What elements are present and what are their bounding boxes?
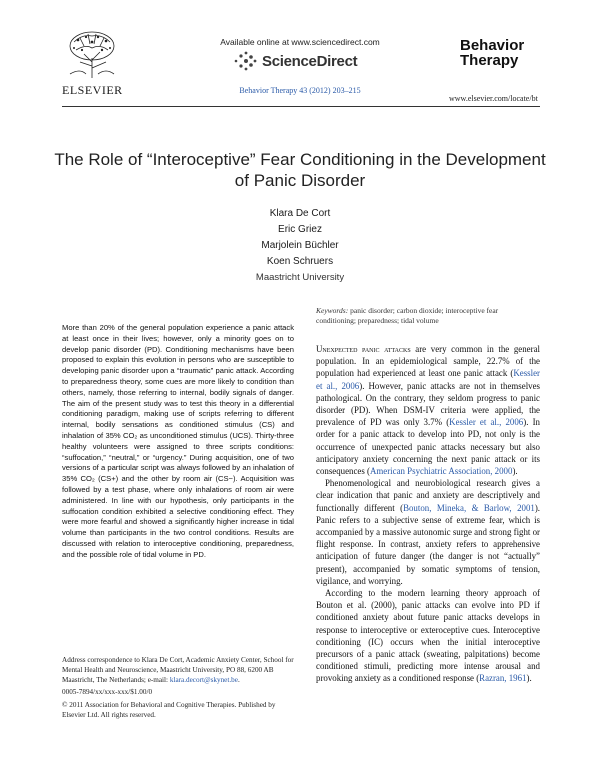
citation-link[interactable]: Kessler et al., 2006: [449, 417, 524, 428]
abstract: More than 20% of the general population experience a panic attack at least once in their lives; however, only a minority goes on to develop panic disorder (PD). Conditioning mechanisms have been proposed to explain this evolution in persons who are susceptible to developing panic disorder upon a “traumatic” panic attack. According to preparedness theory, some cues are more likely to condition than others, namely, those referring to internal, bodily signals of danger. The aim of the present study was to test this theory in a differential conditioning paradigm, making use of scripts referring to different internal, bodily sensations as conditioned stimulus (CS) and inhalation of 35% CO₂ as unconditioned stimulus (UCS). Thirty-three healthy volunteers were assigned to three scripts conditions: “suffocation,” “neutral,” or “urgency.” During acquisition, one of two versions of a particular script was always followed by an inhalation of 35% CO₂ (CS+) and the other by room air (CS−). Acquisition was followed by a test phase, where only inhalations of room air were administered. In line with our hypothesis, only participants in the suffocation condition exhibited a selective conditioning effect. They were more fearful and showed a significantly higher increase in tidal volume than participants in the two control conditions. Results are discussed with relation to interoceptive conditioning, preparedness, and the possible role of tidal volume in PD.: [62, 323, 294, 559]
available-online-line: Available online at www.sciencedirect.com: [220, 37, 380, 47]
journal-url[interactable]: www.elsevier.com/locate/bt: [449, 94, 538, 103]
citation-link[interactable]: Razran, 1961: [479, 673, 527, 684]
keywords-label: Keywords:: [316, 306, 349, 315]
text-run: ).: [526, 673, 532, 684]
issn-line: 0005-7894/xx/xxx-xxx/$1.00/0: [62, 688, 153, 697]
text-run: ). Panic refers to a subjective sense of extreme fear, which is accompanied by a massive autonomic surge and strong fight or flight response. In contrast, anxiety refers to apprehensive anticipation of future danger (the danger is not “actually” present), accompanied by somatic symptoms of tension, vigilance, and worrying.: [316, 502, 541, 586]
body-text: [316, 343, 540, 685]
text-run: ).: [512, 466, 518, 477]
citation-link[interactable]: Bouton, Mineka, & Barlow, 2001: [403, 502, 535, 513]
journal-citation-link[interactable]: Behavior Therapy 43 (2012) 203–215: [239, 86, 361, 95]
article-title: The Role of “Interoceptive” Fear Conditioning in the Development of Panic Disorder: [54, 150, 546, 190]
author-name: Marjolein Büchler: [261, 240, 339, 251]
text-run: According to the modern learning theory approach of Bouton et al. (2000), panic attacks can evolve into PD if conditioned anxiety about future panic attacks develops in response to interoceptive or exteroceptive cues. Interoceptive conditioning (IC) occurs when the initial interoceptive precursors of a panic attack (sweating, palpitations) become conditioned stimuli, predicting more intense arousal and provoking anxiety as a conditioned response (: [316, 588, 540, 684]
text-run: Phenomenological and neurobiological research gives a clear indication that panic and anxiety are descriptively and functionally different (: [316, 478, 540, 513]
journal-logo-line2: Therapy: [460, 52, 519, 69]
author-name: Klara De Cort: [269, 208, 331, 219]
affiliation: Maastricht University: [255, 272, 345, 283]
body-paragraph: [316, 587, 540, 685]
text-run: Address correspondence to Klara De Cort, Academic Anxiety Center, School for Mental Health and Neuroscience, Maastricht University, PO 88, 6200 AB Maastricht, The Netherlands; e-mail:: [62, 656, 294, 684]
citation-link[interactable]: Kessler et al., 2006: [316, 368, 540, 391]
body-paragraph: [316, 343, 540, 477]
body-paragraph: [316, 477, 540, 587]
elsevier-wordmark: ELSEVIER: [62, 83, 123, 97]
email-link[interactable]: klara.decort@skynet.be: [169, 675, 238, 684]
copyright-line: © 2011 Association for Behavioral and Cognitive Therapies. Published by Elsevier Ltd. All rights reserved.: [62, 701, 276, 719]
lead-in: Unexpected panic attacks: [316, 344, 411, 354]
correspondence-note: [62, 656, 294, 685]
keywords: [316, 306, 540, 326]
sciencedirect-logo: [232, 49, 357, 73]
text-run: ). In order for a panic attack to develop into PD, not only is the occurrence of unexpected panic attacks necessary but also anticipatory anxiety concerning the next panic attack or its consequences (: [316, 417, 540, 477]
elsevier-tree-icon: [62, 28, 122, 80]
journal-logo-line1: Behavior: [460, 37, 525, 54]
footnote: [62, 656, 294, 724]
text-run: ). However, panic attacks are not in themselves pathological. On the contrary, they seldom progress to panic disorder (PD). When DSM-IV criteria were applied, the prevalence of PD was only 3.7% (: [316, 380, 540, 428]
sciencedirect-wordmark: ScienceDirect: [262, 52, 358, 70]
keywords-terms: panic disorder; carbon dioxide; interoceptive fear conditioning; preparedness; tidal volume: [316, 306, 499, 325]
author-name: Eric Griez: [278, 224, 322, 235]
author-name: Koen Schruers: [266, 256, 334, 267]
header-rule: [62, 106, 540, 107]
text-run: .: [237, 675, 240, 684]
author-list: [0, 206, 600, 286]
citation-link[interactable]: American Psychiatric Association, 2000: [369, 466, 513, 477]
sciencedirect-dots-icon: [232, 50, 258, 72]
text-run: are very common in the general population. In an epidemiological sample, 22.7% of the population had experienced at least one panic attack (: [316, 344, 540, 379]
behavior-therapy-logo: [460, 38, 524, 68]
